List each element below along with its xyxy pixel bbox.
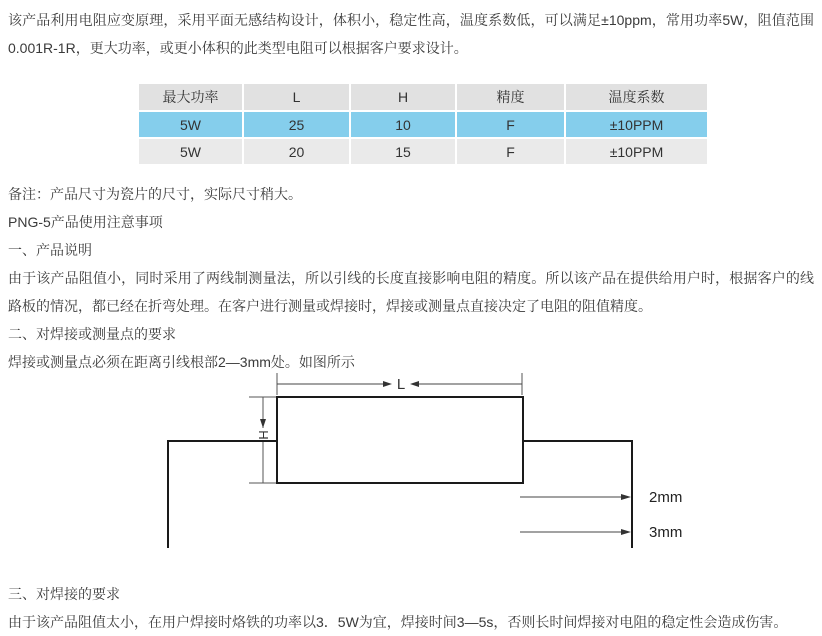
h-arrow-down-icon [260, 419, 266, 428]
header-cell-precision: 精度 [457, 84, 564, 110]
resistor-body [277, 397, 523, 483]
table-cell: F [457, 139, 564, 164]
section-3-body: 由于该产品阻值太小，在用户焊接时烙铁的功率以3．5W为宜，焊接时间3—5s，否则长时间焊接对电阻的稳定性会造成伤害。 [8, 614, 788, 630]
offset-2mm-label: 2mm [649, 489, 683, 506]
note-paragraph: 备注：产品尺寸为瓷片的尺寸，实际尺寸稍大。 [8, 186, 302, 202]
table-cell: ±10PPM [566, 112, 707, 137]
spec-table [137, 82, 709, 166]
table-cell: F [457, 112, 564, 137]
section-1-body: 由于该产品阻值小，同时采用了两线制测量法，所以引线的长度直接影响电阻的精度。所以该产品在提供给用户时，根据客户的线路板的情况，都已经在折弯处理。在客户进行测量或焊接时，焊接或测量点直接决定了电阻的阻值精度。 [8, 270, 814, 314]
section-2-body: 焊接或测量点必须在距离引线根部2—3mm处。如图所示 [8, 354, 355, 370]
table-cell: 10 [351, 112, 455, 137]
dimension-h-label: H [256, 430, 271, 440]
offset-2mm-arrow-icon [621, 494, 631, 500]
table-cell: 5W [139, 112, 242, 137]
section-2-title: 二、对焊接或测量点的要求 [8, 326, 176, 342]
table-cell: 25 [244, 112, 349, 137]
offset-3mm-arrow-icon [621, 529, 631, 535]
section-3-title: 三、对焊接的要求 [8, 586, 120, 602]
table-cell: 5W [139, 139, 242, 164]
l-arrow-right-icon [383, 381, 392, 387]
header-cell-max-power: 最大功率 [139, 84, 242, 110]
header-cell-h: H [351, 84, 455, 110]
header-cell-l: L [244, 84, 349, 110]
table-cell: ±10PPM [566, 139, 707, 164]
header-cell-temp-coeff: 温度系数 [566, 84, 707, 110]
intro-paragraph: 该产品利用电阻应变原理，采用平面无感结构设计，体积小，稳定性高，温度系数低，可以满足±10ppm，常用功率5W，阻值范围0.001R-1R，更大功率，或更小体积的此类型电阻可以根据客户要求设计。 [8, 12, 814, 56]
table-row-highlighted [139, 112, 707, 137]
section-1-title: 一、产品说明 [8, 242, 92, 258]
usage-title: PNG-5产品使用注意事项 [8, 214, 163, 230]
table-cell: 15 [351, 139, 455, 164]
lead-left [168, 441, 277, 548]
dimension-l-label: L [396, 376, 406, 393]
offset-3mm-label: 3mm [649, 524, 683, 541]
table-row [139, 139, 707, 164]
table-cell: 20 [244, 139, 349, 164]
table-header-row [139, 84, 707, 110]
spec-table-container [137, 82, 822, 166]
resistor-diagram [0, 371, 822, 556]
l-arrow-left-icon [410, 381, 419, 387]
